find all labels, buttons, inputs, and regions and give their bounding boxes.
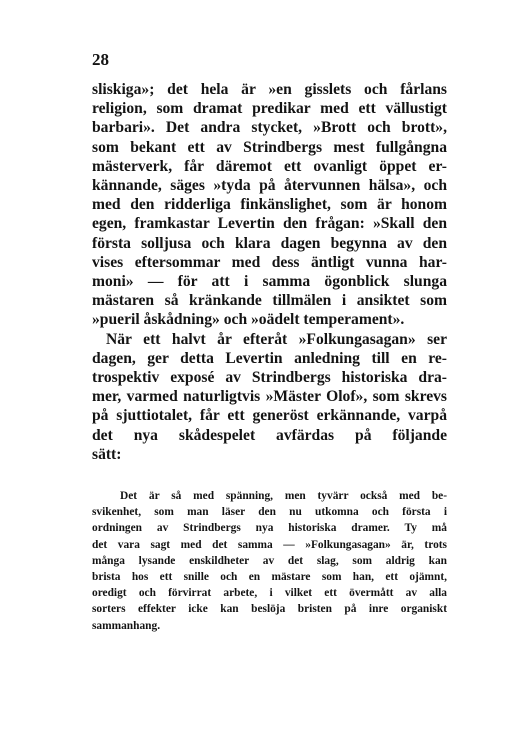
paragraph-first-line: När ett halvt år efteråt »Folkungasagan» ser: [106, 330, 447, 348]
quote-line: sammanhang.: [92, 619, 161, 632]
text-line: kännande, säges »tyda på återvunnen hälsa», och: [92, 177, 447, 195]
quote-line: svikenhet, som man läser den nu utkomna och första i: [92, 506, 447, 519]
text-line: egen, framkastar Levertin den frågan: »Skall den: [92, 215, 447, 233]
text-line: vises eftersommar med dess äntligt vunna har-: [92, 253, 447, 271]
text-line: på sjuttiotalet, får ett generöst erkännande, varpå: [92, 407, 447, 425]
text-line: moni» — för att i samma ögonblick slunga: [92, 273, 447, 291]
text-line: mer, varmed naturligtvis »Mäster Olof», som skrevs: [92, 388, 447, 406]
text-line: »pueril åskådning» och »oädelt temperament».: [92, 311, 405, 329]
block-quote: [92, 488, 447, 634]
text-line: trospektiv exposé av Strindbergs historiska dra-: [92, 369, 447, 387]
text-line: det nya skådespelet avfärdas på följande: [92, 426, 447, 444]
text-line: sliskiga»; det hela är »en gisslets och fårlans: [92, 81, 447, 98]
quote-line: brista hos ett snille och en mästare som han, ett ojämnt,: [92, 571, 447, 584]
text-line: barbari». Det andra stycket, »Brott och brott»,: [92, 119, 447, 137]
text-line: mästerverk, får däremot ett ovanligt öppet er-: [92, 157, 447, 175]
quote-line: många lysande enskildheter av det slag, som aldrig kan: [92, 554, 447, 567]
quote-line: oredigt och förvirrat arbete, i vilket ett övermått av alla: [92, 587, 447, 600]
quote-line: ordningen av Strindbergs nya historiska dramer. Ty må: [92, 522, 447, 535]
body-text: [92, 80, 447, 464]
quote-line: Det är så med spänning, men tyvärr också med be-: [120, 490, 447, 502]
text-line: religion, som dramat predikar med ett vällustigt: [92, 100, 447, 118]
text-line: sätt:: [92, 445, 122, 463]
quote-line: det vara sagt med det samma — »Folkungasagan» är, trots: [92, 538, 447, 551]
quote-line: sorters effekter icke kan beslöja bristen på inre organiskt: [92, 603, 447, 616]
text-line: första solljusa och klara dagen begynna av den: [92, 234, 447, 252]
page-number: 28: [92, 50, 109, 69]
text-line: med den ridderliga finkänslighet, som är honom: [92, 196, 447, 214]
text-line: mästaren så kränkande tillmälen i ansiktet som: [92, 292, 447, 310]
text-line: dagen, ger detta Levertin anledning till en re-: [92, 349, 447, 367]
text-line: som bekant ett av Strindbergs mest fullgångna: [92, 138, 447, 156]
